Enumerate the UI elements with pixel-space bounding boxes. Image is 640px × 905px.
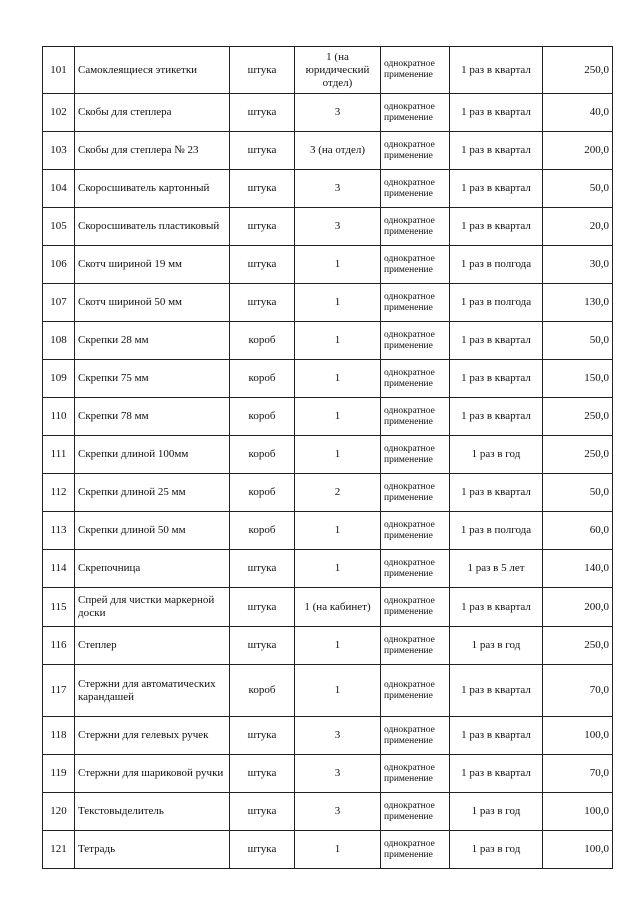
price-cell: 250,0	[543, 627, 613, 665]
unit-of-measure-cell: короб	[230, 512, 295, 550]
price-cell: 50,0	[543, 322, 613, 360]
usage-type-cell: однократное применение	[381, 360, 450, 398]
price-cell: 100,0	[543, 793, 613, 831]
quantity-cell: 1	[295, 831, 381, 869]
table-row	[43, 47, 613, 94]
unit-of-measure-cell: короб	[230, 436, 295, 474]
row-number-cell: 113	[43, 512, 75, 550]
quantity-cell: 1	[295, 398, 381, 436]
unit-of-measure-cell: штука	[230, 94, 295, 132]
price-cell: 140,0	[543, 550, 613, 588]
table-row	[43, 588, 613, 627]
usage-type-cell: однократное применение	[381, 208, 450, 246]
item-name-cell: Скрепки длиной 25 мм	[75, 474, 230, 512]
frequency-cell: 1 раз в квартал	[450, 398, 543, 436]
quantity-cell: 3	[295, 170, 381, 208]
quantity-cell: 3 (на отдел)	[295, 132, 381, 170]
usage-type-cell: однократное применение	[381, 398, 450, 436]
price-cell: 100,0	[543, 831, 613, 869]
usage-type-cell: однократное применение	[381, 665, 450, 717]
unit-of-measure-cell: штука	[230, 47, 295, 94]
item-name-cell: Скрепки длиной 50 мм	[75, 512, 230, 550]
row-number-cell: 111	[43, 436, 75, 474]
usage-type-cell: однократное применение	[381, 627, 450, 665]
table-row	[43, 717, 613, 755]
unit-of-measure-cell: короб	[230, 322, 295, 360]
item-name-cell: Скрепочница	[75, 550, 230, 588]
item-name-cell: Скоросшиватель пластиковый	[75, 208, 230, 246]
frequency-cell: 1 раз в полгода	[450, 284, 543, 322]
quantity-cell: 3	[295, 94, 381, 132]
row-number-cell: 116	[43, 627, 75, 665]
unit-of-measure-cell: штука	[230, 246, 295, 284]
item-name-cell: Скрепки 78 мм	[75, 398, 230, 436]
frequency-cell: 1 раз в год	[450, 793, 543, 831]
row-number-cell: 101	[43, 47, 75, 94]
frequency-cell: 1 раз в квартал	[450, 755, 543, 793]
usage-type-cell: однократное применение	[381, 755, 450, 793]
unit-of-measure-cell: штука	[230, 132, 295, 170]
quantity-cell: 1	[295, 436, 381, 474]
usage-type-cell: однократное применение	[381, 322, 450, 360]
unit-of-measure-cell: штука	[230, 550, 295, 588]
frequency-cell: 1 раз в квартал	[450, 170, 543, 208]
unit-of-measure-cell: штука	[230, 793, 295, 831]
frequency-cell: 1 раз в год	[450, 831, 543, 869]
item-name-cell: Скотч шириной 50 мм	[75, 284, 230, 322]
quantity-cell: 3	[295, 755, 381, 793]
frequency-cell: 1 раз в квартал	[450, 717, 543, 755]
frequency-cell: 1 раз в квартал	[450, 322, 543, 360]
item-name-cell: Тетрадь	[75, 831, 230, 869]
frequency-cell: 1 раз в квартал	[450, 132, 543, 170]
table-row	[43, 550, 613, 588]
quantity-cell: 1	[295, 512, 381, 550]
item-name-cell: Скобы для степлера № 23	[75, 132, 230, 170]
table-row	[43, 322, 613, 360]
price-cell: 250,0	[543, 398, 613, 436]
row-number-cell: 114	[43, 550, 75, 588]
table-row	[43, 132, 613, 170]
price-cell: 60,0	[543, 512, 613, 550]
quantity-cell: 1	[295, 550, 381, 588]
table-row	[43, 398, 613, 436]
usage-type-cell: однократное применение	[381, 94, 450, 132]
row-number-cell: 119	[43, 755, 75, 793]
usage-type-cell: однократное применение	[381, 284, 450, 322]
table-row	[43, 170, 613, 208]
quantity-cell: 1	[295, 627, 381, 665]
row-number-cell: 107	[43, 284, 75, 322]
usage-type-cell: однократное применение	[381, 246, 450, 284]
frequency-cell: 1 раз в квартал	[450, 588, 543, 627]
unit-of-measure-cell: короб	[230, 360, 295, 398]
table-row	[43, 246, 613, 284]
item-name-cell: Самоклеящиеся этикетки	[75, 47, 230, 94]
quantity-cell: 3	[295, 208, 381, 246]
quantity-cell: 1	[295, 246, 381, 284]
item-name-cell: Спрей для чистки маркерной доски	[75, 588, 230, 627]
quantity-cell: 3	[295, 793, 381, 831]
item-name-cell: Стержни для автоматических карандашей	[75, 665, 230, 717]
table-row	[43, 436, 613, 474]
usage-type-cell: однократное применение	[381, 474, 450, 512]
supplies-table	[42, 46, 613, 869]
unit-of-measure-cell: короб	[230, 665, 295, 717]
frequency-cell: 1 раз в полгода	[450, 512, 543, 550]
unit-of-measure-cell: штука	[230, 717, 295, 755]
unit-of-measure-cell: штука	[230, 831, 295, 869]
row-number-cell: 110	[43, 398, 75, 436]
usage-type-cell: однократное применение	[381, 550, 450, 588]
row-number-cell: 109	[43, 360, 75, 398]
unit-of-measure-cell: штука	[230, 588, 295, 627]
table-row	[43, 284, 613, 322]
item-name-cell: Скоросшиватель картонный	[75, 170, 230, 208]
frequency-cell: 1 раз в квартал	[450, 665, 543, 717]
row-number-cell: 102	[43, 94, 75, 132]
price-cell: 100,0	[543, 717, 613, 755]
price-cell: 30,0	[543, 246, 613, 284]
row-number-cell: 104	[43, 170, 75, 208]
usage-type-cell: однократное применение	[381, 588, 450, 627]
item-name-cell: Скобы для степлера	[75, 94, 230, 132]
table-row	[43, 512, 613, 550]
table-row	[43, 360, 613, 398]
usage-type-cell: однократное применение	[381, 47, 450, 94]
unit-of-measure-cell: штука	[230, 208, 295, 246]
frequency-cell: 1 раз в 5 лет	[450, 550, 543, 588]
price-cell: 200,0	[543, 132, 613, 170]
usage-type-cell: однократное применение	[381, 132, 450, 170]
item-name-cell: Текстовыделитель	[75, 793, 230, 831]
frequency-cell: 1 раз в квартал	[450, 360, 543, 398]
table-row	[43, 755, 613, 793]
quantity-cell: 1	[295, 284, 381, 322]
item-name-cell: Степлер	[75, 627, 230, 665]
quantity-cell: 1 (на кабинет)	[295, 588, 381, 627]
table-row	[43, 208, 613, 246]
quantity-cell: 1 (на юридический отдел)	[295, 47, 381, 94]
table-body	[43, 47, 613, 869]
table-row	[43, 627, 613, 665]
quantity-cell: 3	[295, 717, 381, 755]
item-name-cell: Стержни для шариковой ручки	[75, 755, 230, 793]
quantity-cell: 1	[295, 322, 381, 360]
quantity-cell: 2	[295, 474, 381, 512]
item-name-cell: Скрепки 75 мм	[75, 360, 230, 398]
table-row	[43, 474, 613, 512]
table-row	[43, 831, 613, 869]
price-cell: 150,0	[543, 360, 613, 398]
item-name-cell: Скотч шириной 19 мм	[75, 246, 230, 284]
frequency-cell: 1 раз в полгода	[450, 246, 543, 284]
price-cell: 70,0	[543, 665, 613, 717]
usage-type-cell: однократное применение	[381, 831, 450, 869]
table-row	[43, 665, 613, 717]
table-row	[43, 94, 613, 132]
price-cell: 250,0	[543, 47, 613, 94]
usage-type-cell: однократное применение	[381, 793, 450, 831]
unit-of-measure-cell: штука	[230, 755, 295, 793]
usage-type-cell: однократное применение	[381, 717, 450, 755]
table-row	[43, 793, 613, 831]
unit-of-measure-cell: короб	[230, 474, 295, 512]
row-number-cell: 117	[43, 665, 75, 717]
item-name-cell: Стержни для гелевых ручек	[75, 717, 230, 755]
price-cell: 50,0	[543, 474, 613, 512]
row-number-cell: 115	[43, 588, 75, 627]
row-number-cell: 105	[43, 208, 75, 246]
unit-of-measure-cell: короб	[230, 398, 295, 436]
price-cell: 50,0	[543, 170, 613, 208]
usage-type-cell: однократное применение	[381, 170, 450, 208]
frequency-cell: 1 раз в квартал	[450, 94, 543, 132]
row-number-cell: 106	[43, 246, 75, 284]
row-number-cell: 118	[43, 717, 75, 755]
item-name-cell: Скрепки длиной 100мм	[75, 436, 230, 474]
row-number-cell: 108	[43, 322, 75, 360]
price-cell: 250,0	[543, 436, 613, 474]
usage-type-cell: однократное применение	[381, 436, 450, 474]
row-number-cell: 112	[43, 474, 75, 512]
usage-type-cell: однократное применение	[381, 512, 450, 550]
frequency-cell: 1 раз в год	[450, 627, 543, 665]
frequency-cell: 1 раз в квартал	[450, 208, 543, 246]
price-cell: 200,0	[543, 588, 613, 627]
frequency-cell: 1 раз в квартал	[450, 474, 543, 512]
quantity-cell: 1	[295, 665, 381, 717]
unit-of-measure-cell: штука	[230, 284, 295, 322]
unit-of-measure-cell: штука	[230, 170, 295, 208]
unit-of-measure-cell: штука	[230, 627, 295, 665]
price-cell: 20,0	[543, 208, 613, 246]
row-number-cell: 121	[43, 831, 75, 869]
row-number-cell: 120	[43, 793, 75, 831]
price-cell: 70,0	[543, 755, 613, 793]
price-cell: 130,0	[543, 284, 613, 322]
frequency-cell: 1 раз в год	[450, 436, 543, 474]
item-name-cell: Скрепки 28 мм	[75, 322, 230, 360]
frequency-cell: 1 раз в квартал	[450, 47, 543, 94]
quantity-cell: 1	[295, 360, 381, 398]
row-number-cell: 103	[43, 132, 75, 170]
price-cell: 40,0	[543, 94, 613, 132]
